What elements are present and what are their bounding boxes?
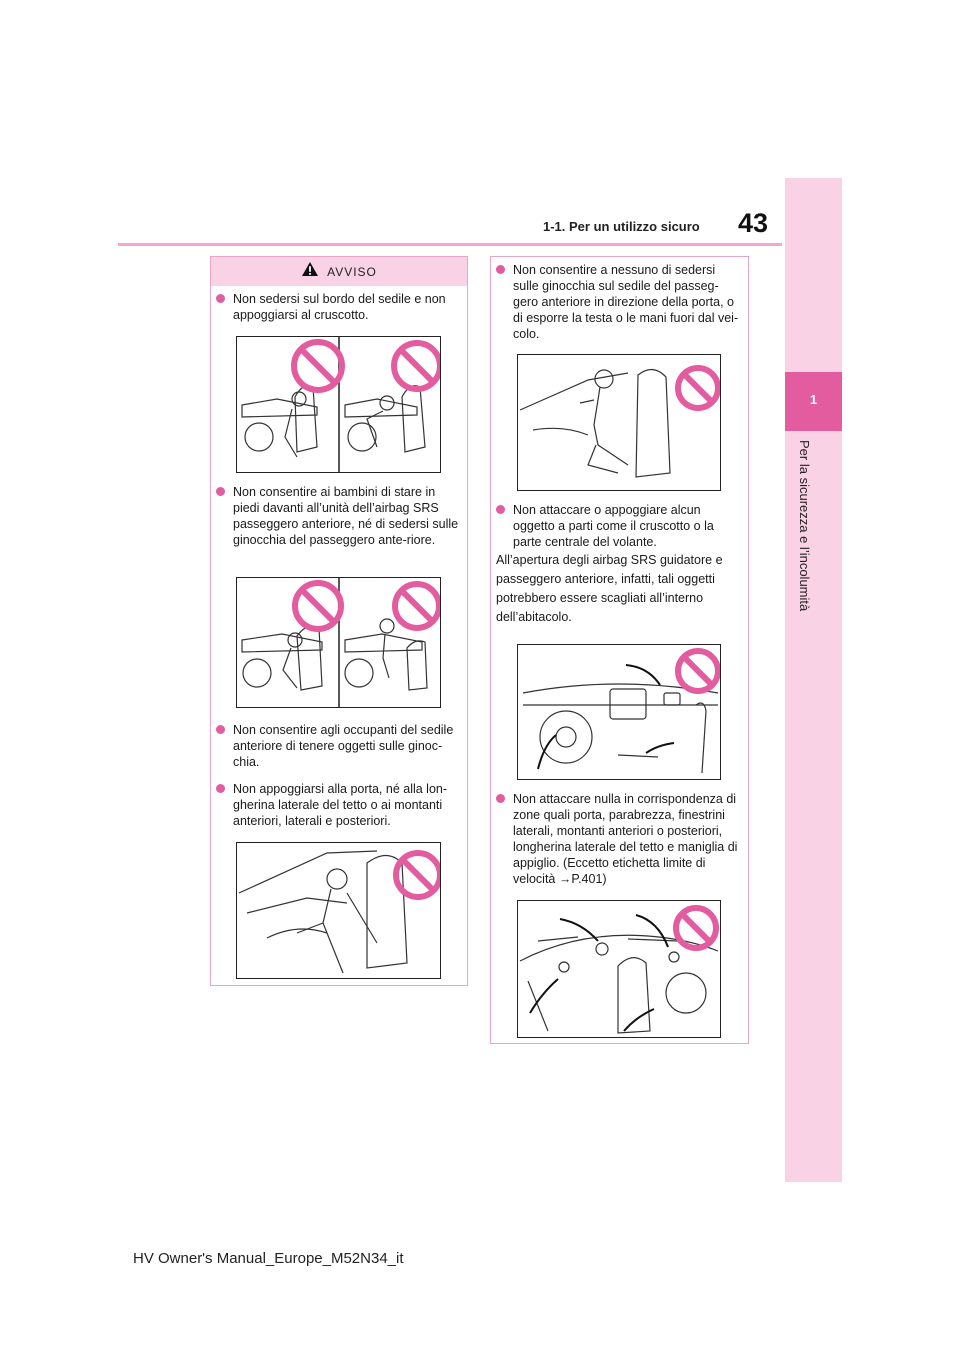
illustration-objects-dashboard bbox=[517, 644, 721, 780]
bullet-dot-icon bbox=[216, 487, 225, 496]
bullet-item: Non sedersi sul bordo del sedile e non appoggiarsi al cruscotto. bbox=[216, 291, 460, 323]
bullet-dot-icon bbox=[496, 265, 505, 274]
section-title: 1-1. Per un utilizzo sicuro bbox=[543, 219, 700, 234]
header-rule bbox=[118, 243, 782, 246]
page-number: 43 bbox=[738, 208, 769, 238]
bullet-dot-icon bbox=[216, 294, 225, 303]
illustration-leaning-door bbox=[236, 842, 441, 979]
bullet-dot-icon bbox=[216, 784, 225, 793]
bullet-item: Non attaccare o appoggiare alcun oggetto a parti come il cruscotto o la parte centrale del volante. bbox=[496, 502, 743, 550]
bullet-dot-icon bbox=[216, 725, 225, 734]
footer-document-name: HV Owner's Manual_Europe_M52N34_it bbox=[133, 1250, 404, 1267]
warning-triangle-icon bbox=[301, 261, 319, 282]
illustration-kneeling-seat bbox=[517, 354, 721, 491]
warning-label: AVVISO bbox=[327, 264, 377, 279]
chapter-title: Per la sicurezza e l’incolumità bbox=[797, 440, 812, 612]
bullet-item: Non consentire ai bambini di stare in piedi davanti all’unità dell’airbag SRS passeggero anteriore, né di sedersi sulle ginocchia del passeggero ante-riore. bbox=[216, 484, 460, 548]
bullet-item: Non attaccare nulla in corrispondenza di zone quali porta, parabrezza, finestrini laterali, montanti anteriori o posteriori, longherina laterale del tetto e maniglia di appiglio. (Eccetto etichetta limite di velocità →P.401) bbox=[496, 791, 743, 887]
illustration-child-airbag bbox=[236, 577, 441, 708]
illustration-seat-edge-dashboard bbox=[236, 336, 441, 473]
bullet-item: Non appoggiarsi alla porta, né alla lon-gherina laterale del tetto o ai montanti anteriori, laterali e posteriori. bbox=[216, 781, 460, 829]
bullet-dot-icon bbox=[496, 794, 505, 803]
illustration-objects-pillars bbox=[517, 900, 721, 1038]
bullet-item: Non consentire agli occupanti del sedile anteriore di tenere oggetti sulle ginoc-chia. bbox=[216, 722, 460, 770]
bullet-dot-icon bbox=[496, 505, 505, 514]
chapter-number: 1 bbox=[809, 392, 818, 407]
warning-header bbox=[211, 257, 467, 286]
bullet-item: Non consentire a nessuno di sedersi sulle ginocchia sul sedile del passeg-gero anteriore in direzione della porta, o di esporre la testa o le mani fuori dal vei-colo. bbox=[496, 262, 743, 342]
explanation-paragraph: All’apertura degli airbag SRS guidatore e passeggero anteriore, infatti, tali oggetti potrebbero essere scagliati all’interno dell’abitacolo. bbox=[496, 553, 723, 624]
chapter-side-tab bbox=[785, 178, 842, 1182]
